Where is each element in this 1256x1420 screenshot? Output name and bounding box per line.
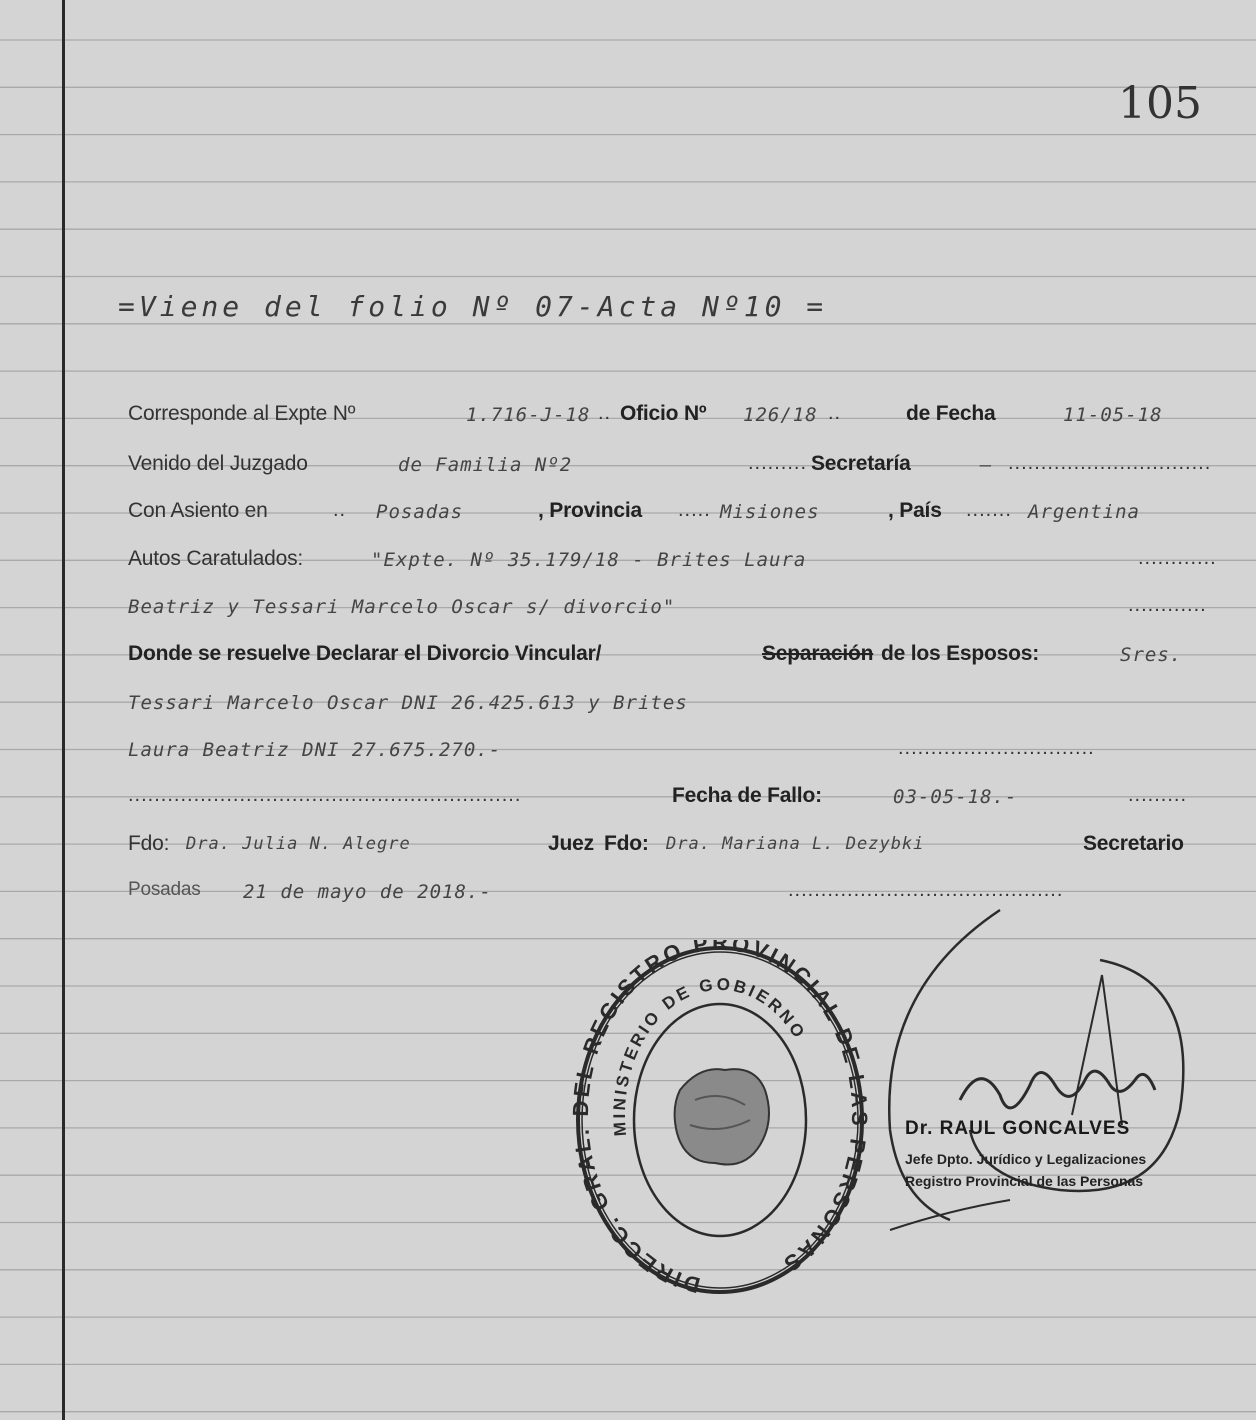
secretaria-label: Secretaría: [811, 452, 911, 475]
oficio-label: Oficio Nº: [620, 402, 707, 425]
fecha-label: de Fecha: [906, 402, 996, 425]
dots: .........: [748, 452, 808, 474]
dots: ..............................: [898, 737, 1095, 759]
fallo-value: 03-05-18.-: [893, 786, 1018, 808]
lugar-value: 21 de mayo de 2018.-: [243, 881, 492, 903]
row-autos: [128, 547, 1217, 583]
juzgado-value: de Familia Nº2: [398, 454, 573, 476]
esposos-line-1: Tessari Marcelo Oscar DNI 26.425.613 y Brites: [128, 692, 688, 714]
esposos-line-2: Laura Beatriz DNI 27.675.270.-: [128, 739, 502, 761]
signer-title-2: Registro Provincial de las Personas: [905, 1173, 1144, 1189]
fdo2-label: Fdo:: [604, 832, 649, 855]
folio-number: 105: [1118, 78, 1202, 129]
expte-label: Corresponde al Expte Nº: [128, 402, 356, 425]
row-expediente: [128, 402, 1213, 438]
seal-outer-text: DIRECC. GRAL. DEL REGISTRO PROVINCIAL DE LAS PERSONAS: [570, 940, 870, 1299]
donde-label-prefix: Donde se resuelve Declarar el Divorcio Vincular/: [128, 642, 602, 665]
autos-value-2: Beatriz y Tessari Marcelo Oscar s/ divorcio": [128, 596, 676, 618]
fallo-label: Fecha de Fallo:: [672, 784, 822, 807]
dots: .....: [678, 499, 711, 521]
fdo-label: Fdo:: [128, 832, 170, 855]
dots: ............: [1128, 594, 1207, 616]
esposos-value-prefix: Sres.: [1120, 644, 1183, 666]
asiento-value: Posadas: [376, 501, 464, 523]
dots: ..: [828, 402, 842, 424]
official-seal: [570, 940, 870, 1310]
dots: ..: [333, 499, 347, 521]
provincia-value: Misiones: [720, 501, 820, 523]
dots: ..........................................: [788, 879, 1064, 901]
juzgado-label: Venido del Juzgado: [128, 452, 308, 475]
dots: ............: [1138, 547, 1217, 569]
autos-value-1: "Expte. Nº 35.179/18 - Brites Laura: [371, 549, 807, 571]
juez-label: Juez: [548, 832, 594, 855]
margin-line: [62, 0, 65, 1420]
lugar-label: Posadas: [128, 879, 201, 900]
dots: ............................................................: [128, 784, 522, 806]
secretario-label: Secretario: [1083, 832, 1184, 855]
dots: .......: [966, 499, 1012, 521]
seal-inner-text: MINISTERIO DE GOBIERNO: [609, 974, 810, 1137]
header-note: =Viene del folio Nº 07-Acta Nº10 =: [118, 290, 828, 323]
donde-label-suffix: de los Esposos:: [881, 642, 1040, 665]
expte-value: 1.716-J-18: [466, 404, 591, 426]
row-juzgado: [128, 452, 1213, 488]
row-esposos-2: [128, 737, 1213, 773]
row-esposos-1: [128, 690, 1213, 726]
dots: ..: [598, 402, 612, 424]
provincia-label: , Provincia: [538, 499, 643, 522]
asiento-label: Con Asiento en: [128, 499, 268, 522]
row-donde: [128, 642, 1213, 678]
pais-label: , País: [888, 499, 942, 522]
row-fallo: [128, 784, 1213, 820]
dots: .........: [1128, 784, 1188, 806]
row-firmas: [128, 832, 1213, 868]
secretaria-value: —: [980, 454, 993, 476]
fdo-juez-value: Dra. Julia N. Alegre: [186, 834, 411, 854]
fecha-value: 11-05-18: [1063, 404, 1163, 426]
row-asiento: [128, 499, 1213, 535]
signer-name: Dr. RAUL GONCALVES: [905, 1118, 1131, 1139]
autos-label: Autos Caratulados:: [128, 547, 304, 570]
fdo-secretario-value: Dra. Mariana L. Dezybki: [666, 834, 925, 854]
donde-label-struck: Separación: [762, 642, 874, 665]
signer-title-1: Jefe Dpto. Jurídico y Legalizaciones: [905, 1151, 1147, 1167]
row-autos-cont: [128, 594, 1213, 630]
dots: ...............................: [1008, 452, 1212, 474]
seal-graphic: [570, 940, 870, 1310]
oficio-value: 126/18: [743, 404, 818, 426]
pais-value: Argentina: [1028, 501, 1140, 523]
signature-block: [905, 1118, 1215, 1192]
